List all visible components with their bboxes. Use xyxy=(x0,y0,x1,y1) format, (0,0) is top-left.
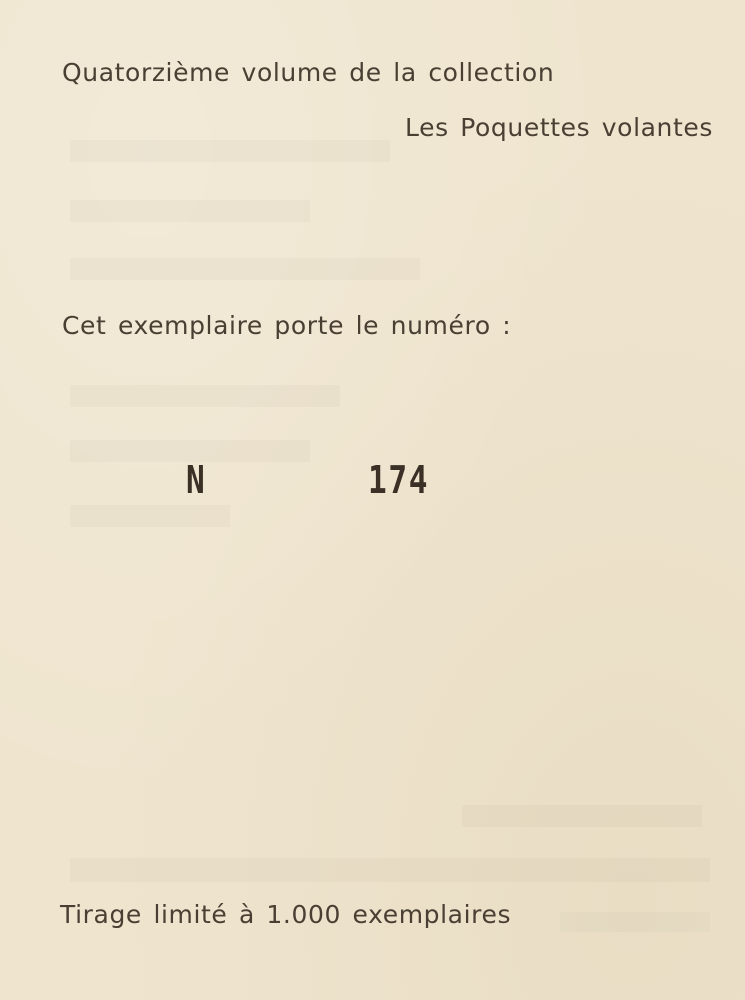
show-through-mark xyxy=(462,805,702,827)
show-through-mark xyxy=(70,505,230,527)
show-through-mark xyxy=(70,385,340,407)
show-through-mark xyxy=(70,200,310,222)
copy-number-label: Cet exemplaire porte le numéro : xyxy=(62,311,512,340)
show-through-mark xyxy=(70,858,710,882)
show-through-mark xyxy=(70,258,420,280)
stamp-number-prefix: N xyxy=(186,458,205,502)
collection-name: Les Poquettes volantes xyxy=(405,113,713,142)
print-run-statement: Tirage limité à 1.000 exemplaires xyxy=(60,900,512,929)
show-through-mark xyxy=(560,912,710,932)
collection-volume-line: Quatorzième volume de la collection xyxy=(62,58,555,87)
stamp-copy-number: 174 xyxy=(368,458,430,502)
show-through-mark xyxy=(70,140,390,162)
